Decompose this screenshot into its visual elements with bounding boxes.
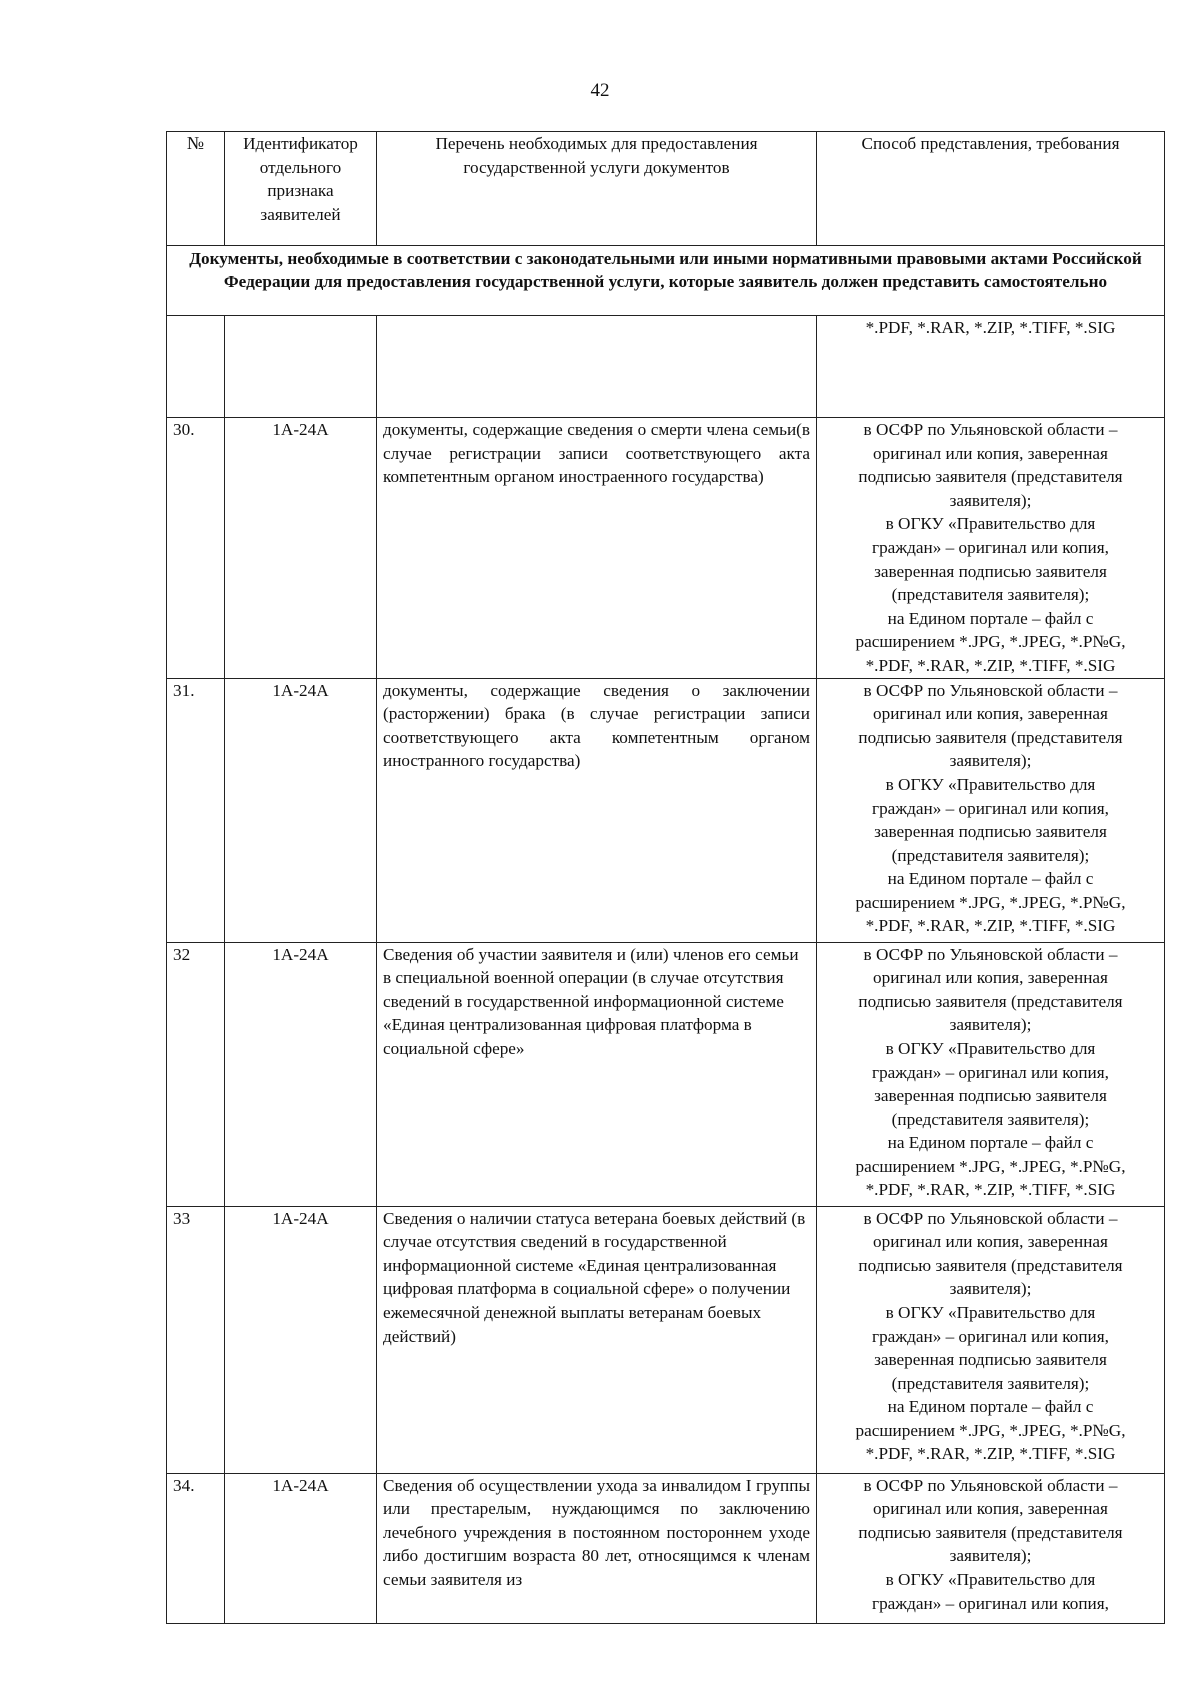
method-line: на Едином портале – файл с <box>887 869 1094 889</box>
method-line: расширением *.JPG, *.JPEG, *.P№G, <box>855 632 1126 652</box>
method-line: в ОГКУ «Правительство для <box>885 1038 1096 1058</box>
row-method <box>817 678 1165 942</box>
method-line: расширением *.JPG, *.JPEG, *.P№G, <box>855 892 1126 912</box>
row-number: 33 <box>167 1206 225 1473</box>
method-line: на Едином портале – файл с <box>887 608 1094 628</box>
method-line: оригинал или копия, заверенная <box>873 1232 1108 1252</box>
row-description: Сведения о наличии статуса ветерана боевых действий (в случае отсутствия сведений в государственной информационной системе «Единая централизованная цифровая платформа в социальной сфере» о получении ежемесячной денежной выплаты ветеранам боевых действий) <box>377 1206 817 1473</box>
table-row <box>167 418 1165 679</box>
method-line: расширением *.JPG, *.JPEG, *.P№G, <box>855 1420 1126 1440</box>
method-line: заявителя); <box>949 1279 1032 1299</box>
continuation-row <box>167 316 1165 418</box>
row-description: Сведения об участии заявителя и (или) членов его семьи в специальной военной операции (в случае отсутствия сведений в государственной информационной системе «Единая централизованная цифровая платформа в социальной сфере» <box>377 942 817 1206</box>
method-line: граждан» – оригинал или копия, <box>872 798 1109 818</box>
method-line: *.PDF, *.RAR, *.ZIP, *.TIFF, *.SIG <box>865 1444 1116 1464</box>
method-line: граждан» – оригинал или копия, <box>872 1062 1109 1082</box>
row-identifier: 1А-24А <box>225 1206 377 1473</box>
method-line: в ОСФР по Ульяновской области – <box>863 1475 1118 1495</box>
method-line: на Едином портале – файл с <box>887 1133 1094 1153</box>
row-number: 31. <box>167 678 225 942</box>
method-line: *.PDF, *.RAR, *.ZIP, *.TIFF, *.SIG <box>865 1180 1116 1200</box>
method-line: заверенная подписью заявителя <box>874 1350 1107 1370</box>
row-description: Сведения об осуществлении ухода за инвалидом I группы или престарелым, нуждающимся по заключению лечебного учреждения в постоянном постороннем уходе либо достигшим возраста 80 лет, относящимся к членам семьи заявителя из <box>377 1473 817 1623</box>
method-line: подписью заявителя (представителя <box>858 727 1123 747</box>
row-number: 34. <box>167 1473 225 1623</box>
method-line: граждан» – оригинал или копия, <box>872 537 1109 557</box>
method-line: оригинал или копия, заверенная <box>873 968 1108 988</box>
row-description: документы, содержащие сведения о заключении (расторжении) брака (в случае регистрации записи соответствующего акта компетентным органом иностранного государства) <box>377 678 817 942</box>
method-line: в ОГКУ «Правительство для <box>885 1302 1096 1322</box>
header-identifier: Идентификатор отдельного признака заявителей <box>225 132 377 246</box>
method-line: оригинал или копия, заверенная <box>873 1499 1108 1519</box>
method-line: граждан» – оригинал или копия, <box>872 1593 1109 1613</box>
row-identifier: 1А-24А <box>225 418 377 679</box>
method-line: заверенная подписью заявителя <box>874 822 1107 842</box>
method-line: (представителя заявителя); <box>891 585 1090 605</box>
row-number: 32 <box>167 942 225 1206</box>
row-method <box>817 1206 1165 1473</box>
method-line: подписью заявителя (представителя <box>858 467 1123 487</box>
continuation-id-cell <box>225 316 377 418</box>
method-line: в ОГКУ «Правительство для <box>885 1569 1096 1589</box>
method-line: *.PDF, *.RAR, *.ZIP, *.TIFF, *.SIG <box>865 916 1116 936</box>
method-line: заверенная подписью заявителя <box>874 1086 1107 1106</box>
section-title-row <box>167 246 1165 316</box>
row-description: документы, содержащие сведения о смерти члена семьи(в случае регистрации записи соответствующего акта компетентным органом иностраенного государства) <box>377 418 817 679</box>
method-line: в ОСФР по Ульяновской области – <box>863 420 1118 439</box>
method-line: подписью заявителя (представителя <box>858 1255 1123 1275</box>
method-line: подписью заявителя (представителя <box>858 1522 1123 1542</box>
method-line: в ОСФР по Ульяновской области – <box>863 1208 1118 1228</box>
table-header-row <box>167 132 1165 246</box>
row-method <box>817 942 1165 1206</box>
row-identifier: 1А-24А <box>225 942 377 1206</box>
method-line: в ОГКУ «Правительство для <box>885 774 1096 794</box>
row-method <box>817 1473 1165 1623</box>
method-line: (представителя заявителя); <box>891 845 1090 865</box>
method-line: в ОГКУ «Правительство для <box>885 514 1096 534</box>
method-line: (представителя заявителя); <box>891 1109 1090 1129</box>
method-line: оригинал или копия, заверенная <box>873 443 1108 463</box>
method-line: расширением *.JPG, *.JPEG, *.P№G, <box>855 1156 1126 1176</box>
method-line: заявителя); <box>949 490 1032 510</box>
method-line: граждан» – оригинал или копия, <box>872 1326 1109 1346</box>
continuation-description-cell <box>377 316 817 418</box>
continuation-number-cell <box>167 316 225 418</box>
method-line: в ОСФР по Ульяновской области – <box>863 680 1118 700</box>
method-line: *.PDF, *.RAR, *.ZIP, *.TIFF, *.SIG <box>865 655 1116 675</box>
header-method: Способ представления, требования <box>817 132 1165 246</box>
table-row <box>167 678 1165 942</box>
table-row <box>167 942 1165 1206</box>
page-number: 42 <box>590 80 610 101</box>
method-line: на Едином портале – файл с <box>887 1397 1094 1417</box>
method-line: в ОСФР по Ульяновской области – <box>863 944 1118 964</box>
row-identifier: 1А-24А <box>225 678 377 942</box>
method-line: оригинал или копия, заверенная <box>873 704 1108 724</box>
section-title: Документы, необходимые в соответствии с законодательными или иными нормативными правовыми актами Российской Федерации для предоставления государственной услуги, которые заявитель должен представить самостоятельно <box>167 246 1165 316</box>
method-line: (представителя заявителя); <box>891 1373 1090 1393</box>
method-line: заявителя); <box>949 1015 1032 1035</box>
method-line: заявителя); <box>949 1546 1032 1566</box>
table-row <box>167 1473 1165 1623</box>
method-line: заверенная подписью заявителя <box>874 561 1107 581</box>
continuation-method-cell: *.PDF, *.RAR, *.ZIP, *.TIFF, *.SIG <box>817 316 1165 418</box>
row-identifier: 1А-24А <box>225 1473 377 1623</box>
method-line: подписью заявителя (представителя <box>858 991 1123 1011</box>
row-method <box>817 418 1165 679</box>
method-line: заявителя); <box>949 751 1032 771</box>
header-number: № <box>167 132 225 246</box>
documents-table <box>166 131 1165 1624</box>
table-row <box>167 1206 1165 1473</box>
row-number: 30. <box>167 418 225 679</box>
header-documents: Перечень необходимых для предоставления государственной услуги документов <box>377 132 817 246</box>
